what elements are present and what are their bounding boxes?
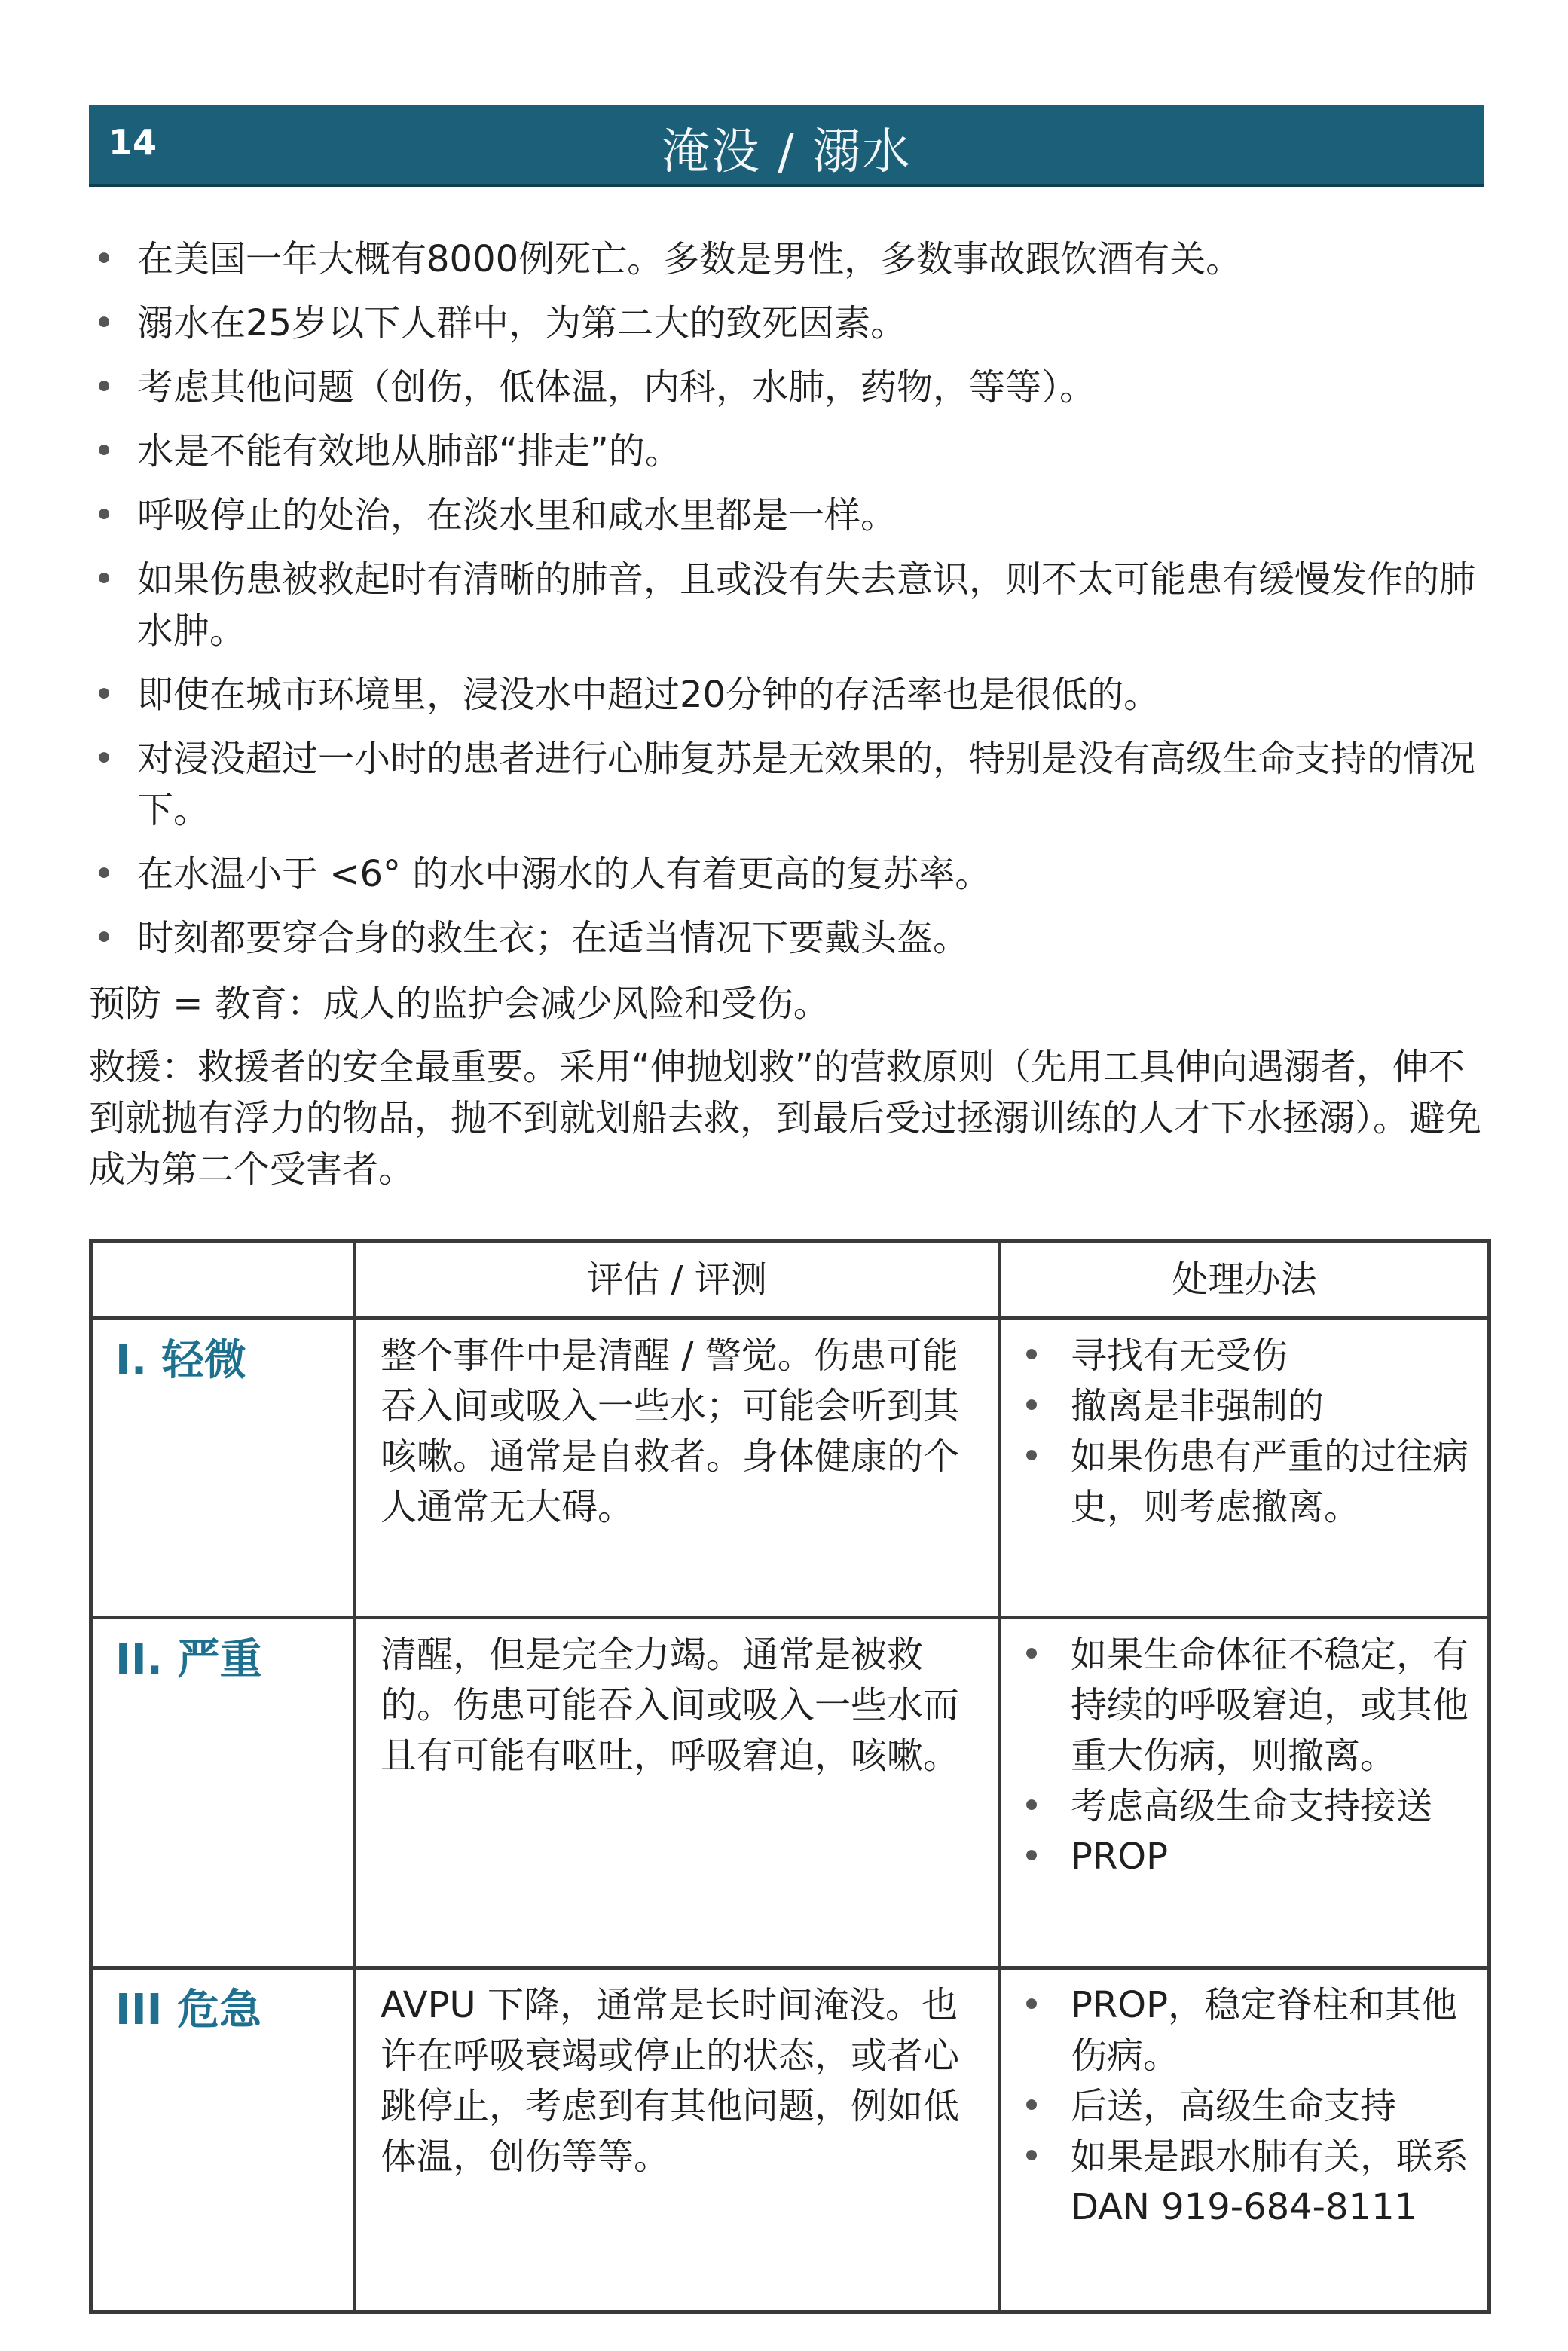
- bullet-icon: •: [93, 366, 115, 408]
- list-item: • 如果伤患有严重的过往病史，则考虑撤离。: [1016, 1432, 1475, 1533]
- header-treatment: 处理办法: [1000, 1241, 1490, 1319]
- bullet-icon: •: [1020, 1785, 1043, 1827]
- list-item: • 考虑高级生命支持接送: [1016, 1781, 1475, 1832]
- list-item: • 时刻都要穿合身的救生衣；在适当情况下要戴头盔。: [89, 913, 1505, 964]
- assessment-cell: AVPU 下降，通常是长时间淹没。也许在呼吸衰竭或停止的状态，或者心跳停止，考虑到有其他问题，例如低体温，创伤等等。: [355, 1968, 1000, 2313]
- table-header-row: [91, 1241, 1490, 1319]
- page-header: [89, 105, 1484, 187]
- list-item: • 寻找有无受伤: [1016, 1331, 1475, 1381]
- list-item: • PROP: [1016, 1832, 1475, 1882]
- bullet-icon: •: [1020, 2135, 1043, 2178]
- list-item: • 如果伤患被救起时有清晰的肺音，且或没有失去意识，则不太可能患有缓慢发作的肺水肿。: [89, 554, 1505, 656]
- table-row: [91, 1319, 1490, 1618]
- bullet-icon: •: [93, 302, 115, 344]
- list-item: • 在水温小于 <6° 的水中溺水的人有着更高的复苏率。: [89, 848, 1505, 900]
- list-item: • 即使在城市环境里，浸没水中超过20分钟的存活率也是很低的。: [89, 669, 1505, 720]
- bullet-icon: •: [1020, 1836, 1043, 1878]
- bullet-icon: •: [93, 853, 115, 895]
- bullet-icon: •: [93, 238, 115, 280]
- treatment-cell: [1000, 1968, 1490, 2313]
- list-item: • 对浸没超过一小时的患者进行心肺复苏是无效果的，特别是没有高级生命支持的情况下。: [89, 733, 1505, 836]
- severity-level: II. 严重: [91, 1618, 355, 1968]
- bullet-icon: •: [93, 738, 115, 780]
- header-empty-cell: [91, 1241, 355, 1319]
- severity-table: [89, 1239, 1487, 2314]
- list-item: • 在美国一年大概有8000例死亡。多数是男性，多数事故跟饮酒有关。: [89, 234, 1505, 285]
- treatment-cell: [1000, 1319, 1490, 1618]
- bullet-icon: •: [93, 430, 115, 472]
- bullet-icon: •: [93, 558, 115, 601]
- list-item: • 如果是跟水肺有关，联系DAN 919-684-8111: [1016, 2132, 1475, 2233]
- prevention-text: 预防 = 教育：成人的监护会减少风险和受伤。: [89, 983, 830, 1025]
- bullet-icon: •: [1020, 1334, 1043, 1377]
- assessment-cell: 清醒，但是完全力竭。通常是被救的。伤患可能吞入间或吸入一些水而且有可能有呕吐，呼吸窘迫，咳嗽。: [355, 1618, 1000, 1968]
- severity-level: III 危急: [91, 1968, 355, 2313]
- header-assessment: 评估 / 评测: [355, 1241, 1000, 1319]
- list-item: • 呼吸停止的处治，在淡水里和咸水里都是一样。: [89, 490, 1505, 541]
- list-item: • 后送，高级生命支持: [1016, 2081, 1475, 2132]
- bullet-icon: •: [1020, 2085, 1043, 2127]
- rescue-text: 救援：救援者的安全最重要。采用“伸抛划救”的营救原则（先用工具伸向遇溺者，伸不到就抛有浮力的物品，抛不到就划船去救，到最后受过拯溺训练的人才下水拯溺）。避免成为第二个受害者。: [89, 1046, 1482, 1191]
- page-number: 14: [109, 122, 157, 163]
- table-row: [91, 1618, 1490, 1968]
- list-item: • 撤离是非强制的: [1016, 1381, 1475, 1432]
- assessment-cell: 整个事件中是清醒 / 警觉。伤患可能吞入间或吸入一些水；可能会听到其咳嗽。通常是自救者。身体健康的个人通常无大碍。: [355, 1319, 1000, 1618]
- list-item: • PROP，稳定脊柱和其他伤病。: [1016, 1980, 1475, 2081]
- page-title: 淹没 / 溺水: [661, 124, 912, 180]
- bullet-icon: •: [1020, 1385, 1043, 1427]
- bullet-icon: •: [1020, 1984, 1043, 2026]
- bullet-icon: •: [93, 674, 115, 716]
- bullet-icon: •: [93, 917, 115, 959]
- bullet-icon: •: [93, 494, 115, 537]
- treatment-cell: [1000, 1618, 1490, 1968]
- table-row: [91, 1968, 1490, 2313]
- list-item: • 水是不能有效地从肺部“排走”的。: [89, 426, 1505, 477]
- list-item: • 如果生命体征不稳定，有持续的呼吸窘迫，或其他重大伤病，则撤离。: [1016, 1630, 1475, 1781]
- bullet-icon: •: [1020, 1634, 1043, 1676]
- fact-list: [89, 234, 1505, 977]
- bullet-icon: •: [1020, 1435, 1043, 1478]
- severity-level: I. 轻微: [91, 1319, 355, 1618]
- list-item: • 考虑其他问题（创伤，低体温，内科，水肺，药物，等等）。: [89, 362, 1505, 413]
- list-item: • 溺水在25岁以下人群中，为第二大的致死因素。: [89, 298, 1505, 349]
